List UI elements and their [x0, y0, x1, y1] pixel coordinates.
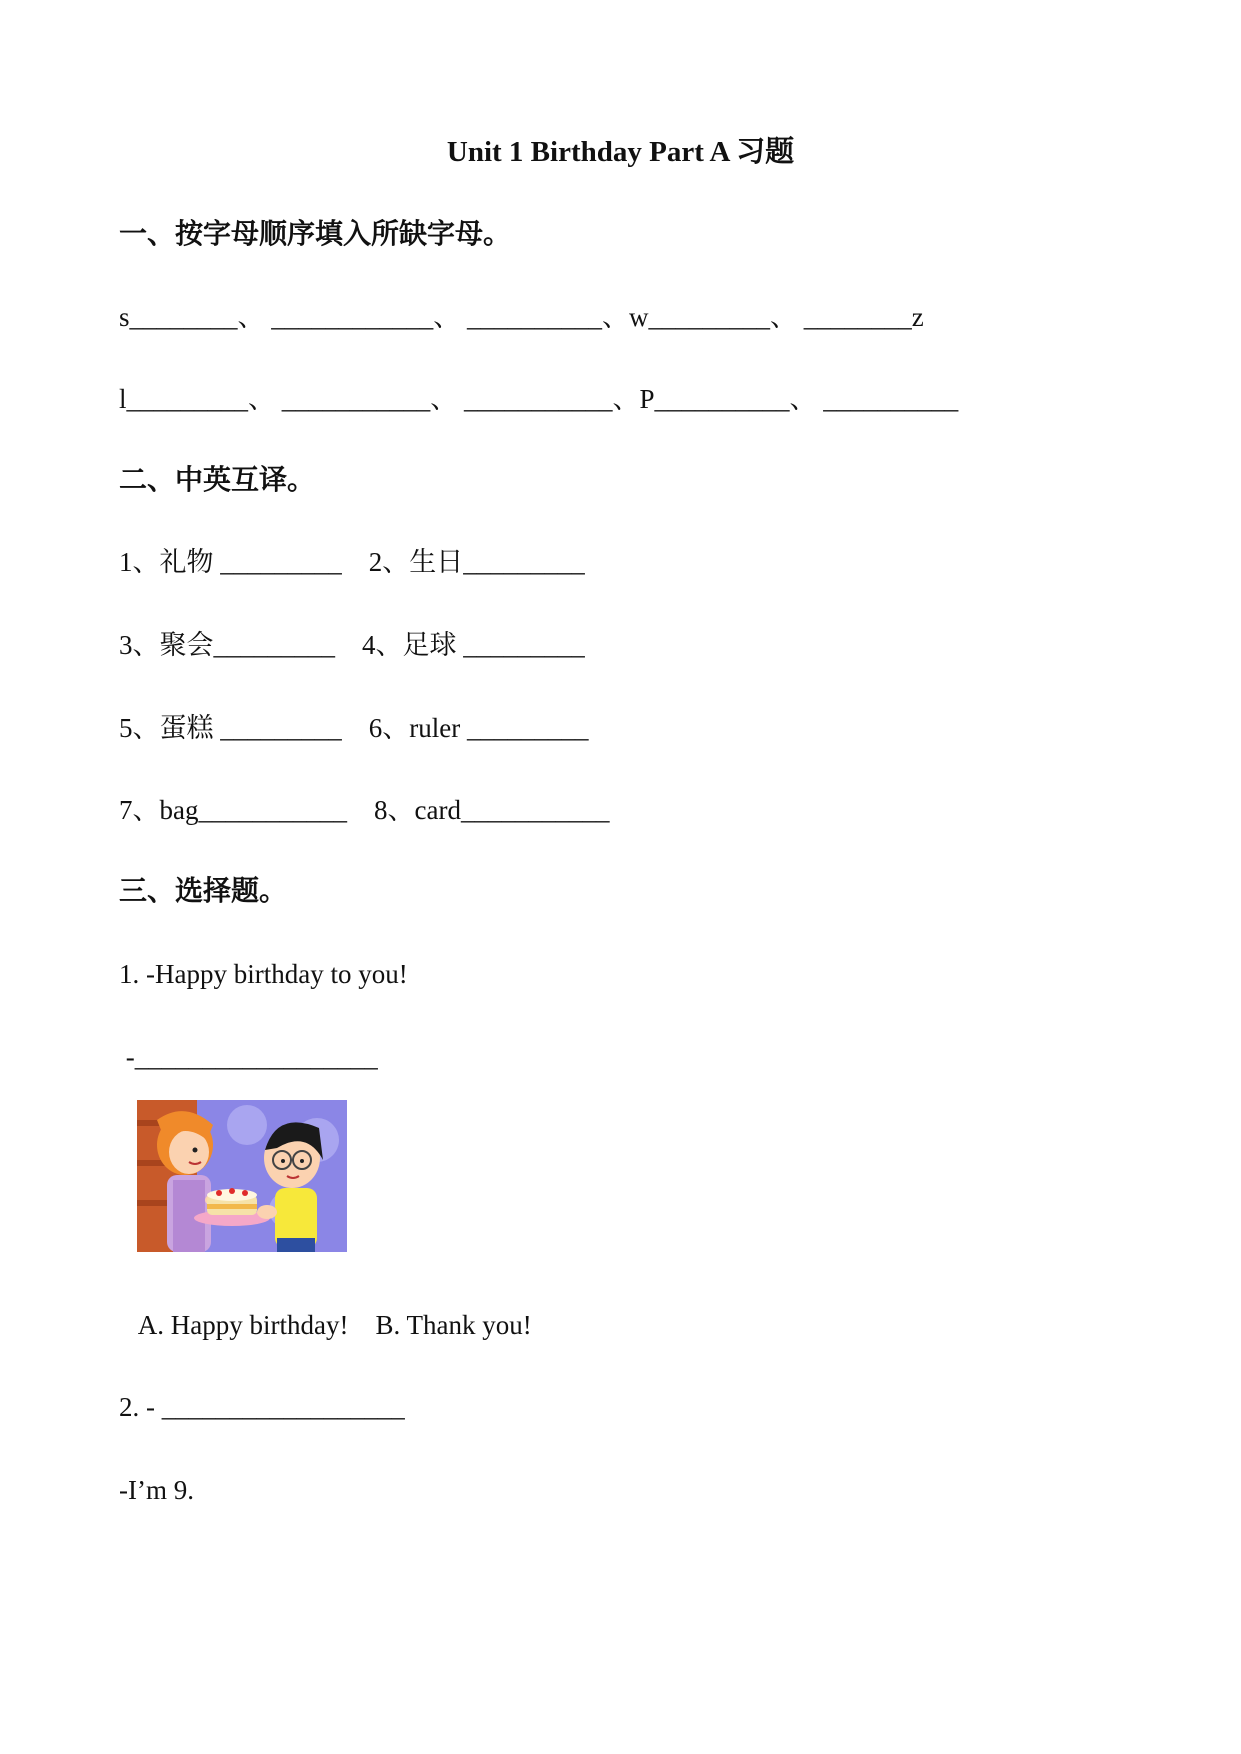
translation-row-1: 1、礼物 _________ 2、生日_________ — [119, 547, 585, 577]
letters-line-2: l_________、 ___________、 ___________、P__________、 __________ — [119, 384, 959, 414]
translation-row-2: 3、聚会_________ 4、足球 _________ — [119, 630, 585, 660]
question-2-answer: -I’m 9. — [119, 1475, 194, 1505]
letters-line-1: s________、 ____________、 __________、w_________、 ________z — [119, 302, 924, 332]
birthday-cake-illustration — [137, 1100, 347, 1252]
section3-heading: 三、选择题。 — [119, 876, 288, 907]
translation-row-3: 5、蛋糕 _________ 6、ruler _________ — [119, 713, 589, 743]
section1-heading: 一、按字母顺序填入所缺字母。 — [119, 219, 512, 250]
question-1-answer-line: -__________________ — [119, 1042, 378, 1072]
question-1-text: 1. -Happy birthday to you! — [119, 959, 408, 989]
question-1-options: A. Happy birthday! B. Thank you! — [119, 1310, 532, 1340]
question-2-text: 2. - __________________ — [119, 1392, 405, 1422]
translation-row-4: 7、bag___________ 8、card___________ — [119, 795, 610, 825]
page-title: Unit 1 Birthday Part A 习题 — [446, 136, 795, 168]
section2-heading: 二、中英互译。 — [119, 465, 316, 496]
